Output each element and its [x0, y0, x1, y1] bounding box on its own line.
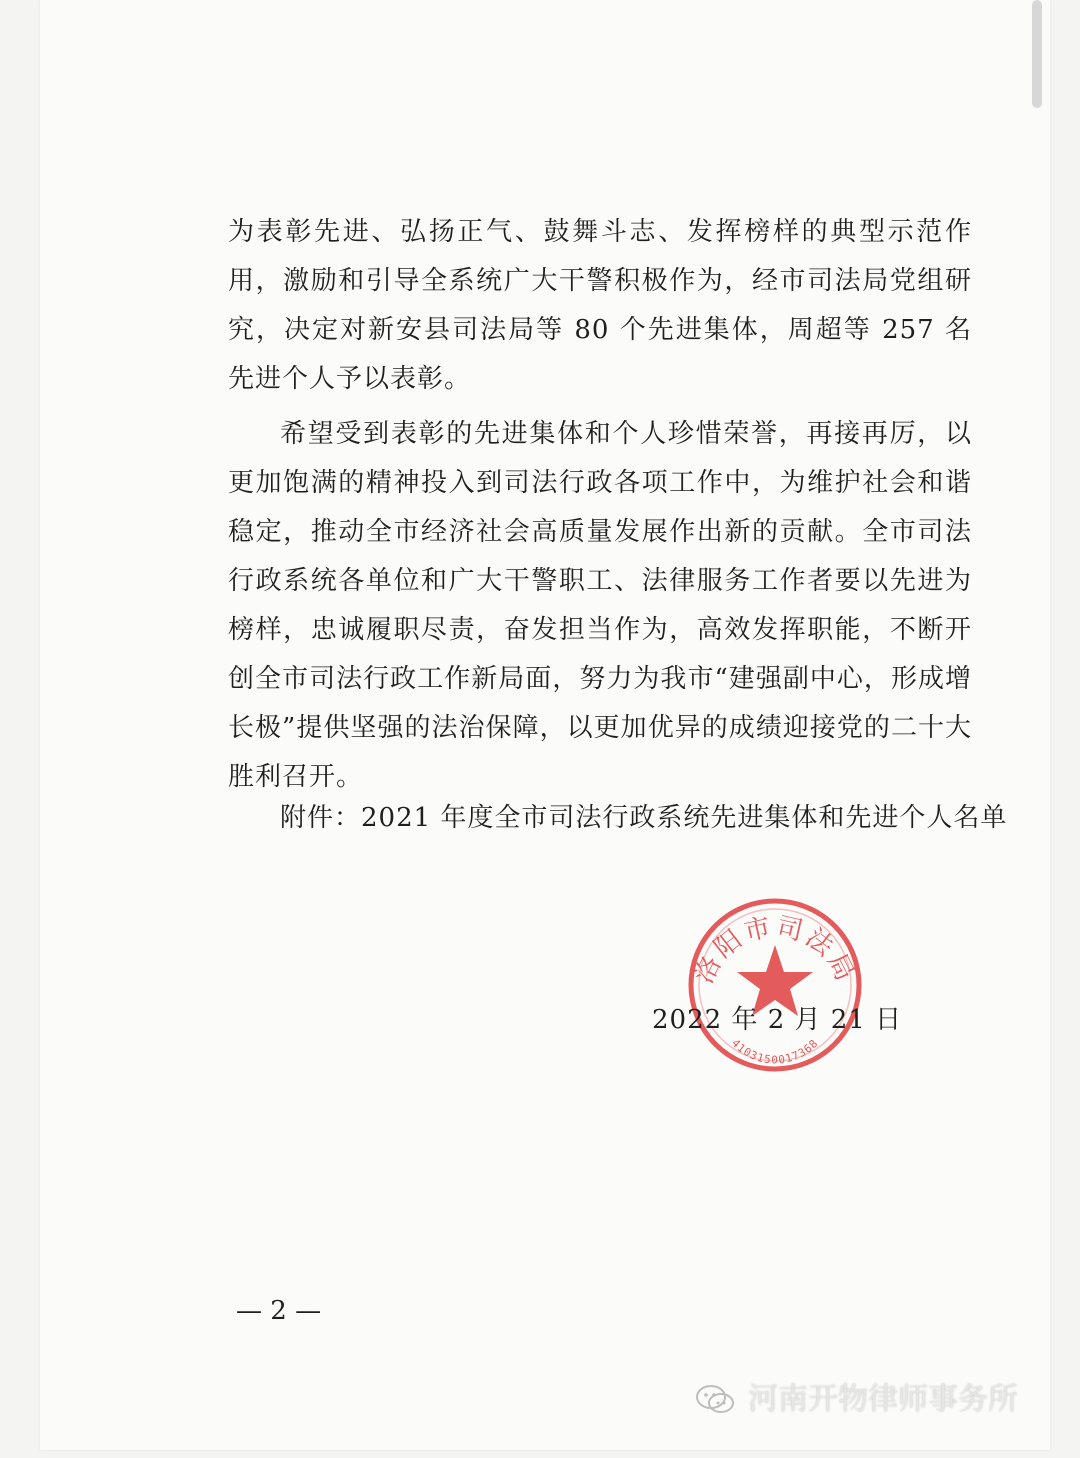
official-seal: [680, 890, 870, 1080]
watermark: [694, 1382, 1018, 1418]
document-page: [40, 0, 1050, 1450]
attachment-line: 附件：2021 年度全市司法行政系统先进集体和先进个人名单: [280, 803, 1008, 833]
scrollbar[interactable]: [1032, 0, 1042, 108]
wechat-icon: [694, 1382, 738, 1418]
svg-text:4103150017368: 4103150017368: [728, 1036, 822, 1067]
paragraph-2: 希望受到表彰的先进集体和个人珍惜荣誉，再接再厉，以更加饱满的精神投入到司法行政各项工作中，为维护社会和谐稳定，推动全市经济社会高质量发展作出新的贡献。全市司法行政系统各单位和广大干警职工、法律服务工作者要以先进为榜样，忠诚履职尽责，奋发担当作为，高效发挥职能，不断开创全市司法行政工作新局面，努力为我市“建强副中心，形成增长极”提供坚强的法治保障，以更加优异的成绩迎接党的二十大胜利召开。: [228, 419, 972, 792]
issue-date: 2022 年 2 月 21 日: [652, 1005, 903, 1035]
svg-text:洛阳市司法局: 洛阳市司法局: [689, 911, 861, 989]
page-number: — 2 —: [236, 1296, 322, 1326]
watermark-text: 河南开物律师事务所: [748, 1382, 1018, 1417]
document-body: [228, 208, 972, 802]
paragraph-1: 为表彰先进、弘扬正气、鼓舞斗志、发挥榜样的典型示范作用，激励和引导全系统广大干警积极作为，经市司法局党组研究，决定对新安县司法局等 80 个先进集体，周超等 257 名先进个人予以表彰。: [228, 217, 972, 394]
